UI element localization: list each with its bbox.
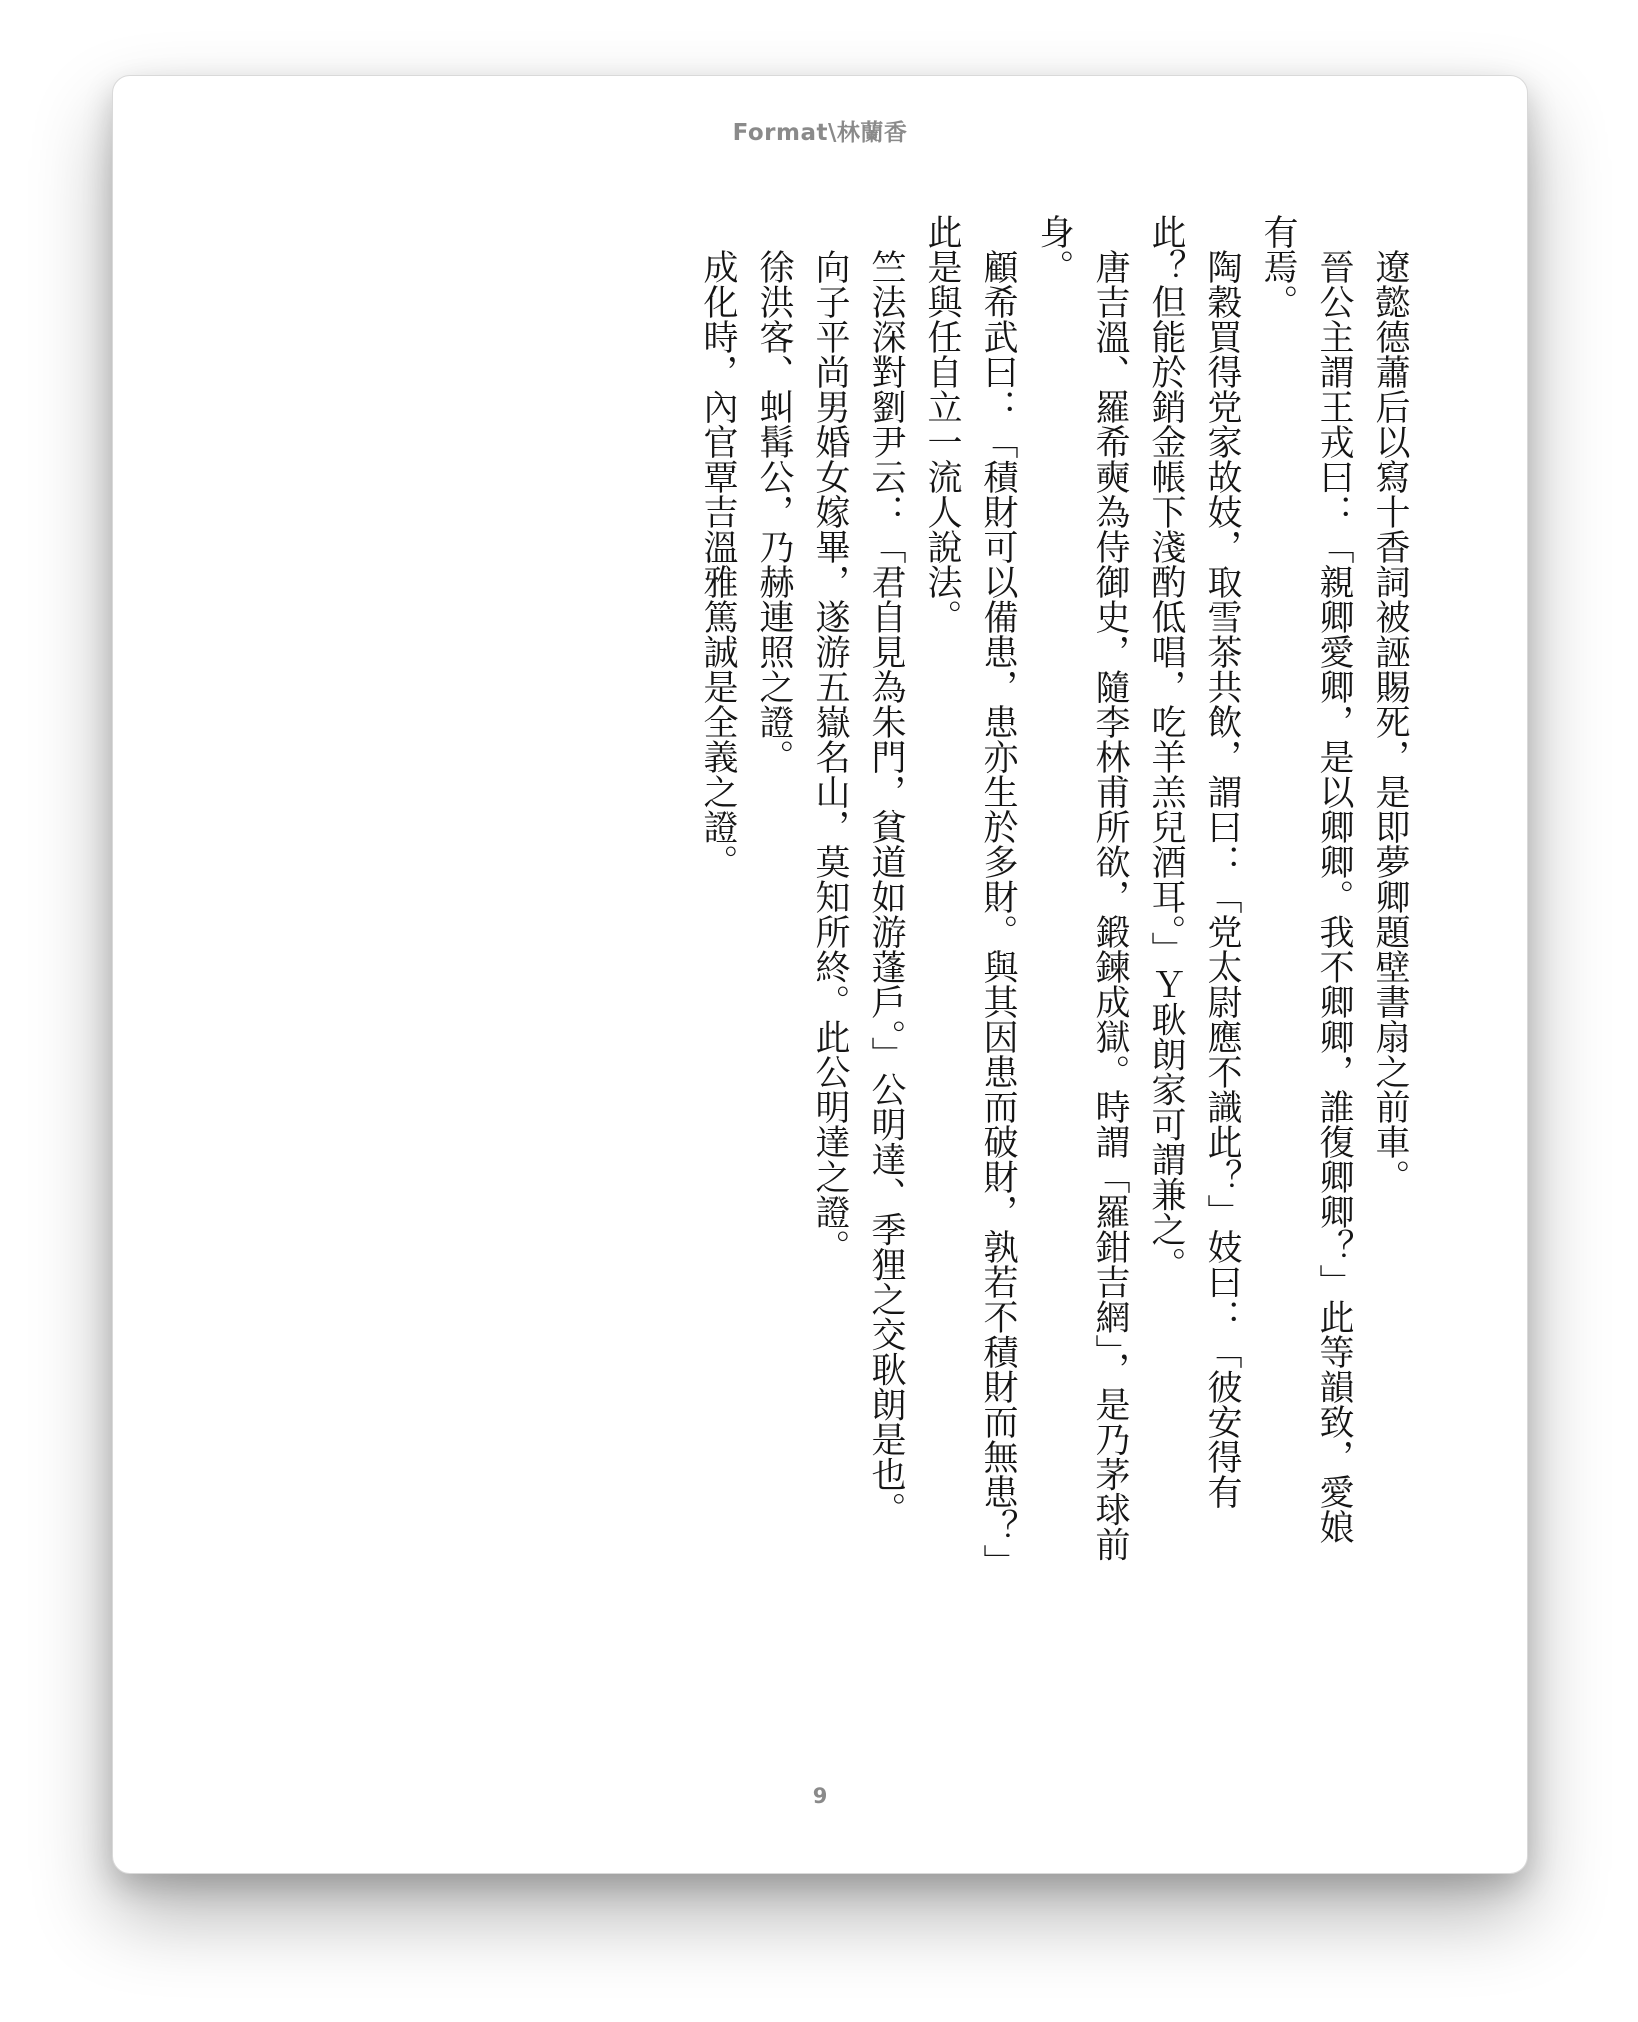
book-page-text bbox=[690, 214, 1418, 1574]
paragraph: 遼懿德蕭后以寫十香詞被誣賜死，是即夢卿題壁書扇之前車。 bbox=[1370, 249, 1410, 1194]
window-title: Format\林蘭香 bbox=[732, 120, 908, 146]
paragraph: 竺法深對劉尹云：「君自見為朱門，貧道如游蓬戶。」公明達、季狸之交耿朗是也。 bbox=[866, 249, 906, 1527]
paragraph: 徐洪客、虯髯公，乃赫連照之證。 bbox=[754, 249, 794, 774]
paragraph: 晉公主謂王戎曰：「親卿愛卿，是以卿卿。我不卿卿，誰復卿卿？」此等韻致，愛娘有焉。 bbox=[1258, 214, 1354, 1544]
paragraph: 向子平尚男婚女嫁畢，遂游五嶽名山，莫知所終。此公明達之證。 bbox=[810, 249, 850, 1264]
page-number: 9 bbox=[812, 1784, 828, 1808]
paragraph: 陶穀買得党家故妓，取雪茶共飲，謂曰：「党太尉應不識此？」妓曰：「彼安得有此？但能於銷金帳下淺酌低唱，吃羊羔兒酒耳。」Ｙ耿朗家可謂兼之。 bbox=[1146, 214, 1242, 1509]
reader-window bbox=[112, 75, 1528, 1874]
paragraph: 唐吉溫、羅希奭為侍御史，隨李林甫所欲，鍛鍊成獄。時謂「羅鉗吉網」，是乃茅球前身。 bbox=[1034, 214, 1130, 1562]
paragraph: 成化時，內官覃吉溫雅篤誠是全義之證。 bbox=[698, 249, 738, 879]
paragraph: 顧希武曰：「積財可以備患，患亦生於多財。與其因患而破財，孰若不積財而無患？」此是與任自立一流人說法。 bbox=[922, 214, 1018, 1562]
